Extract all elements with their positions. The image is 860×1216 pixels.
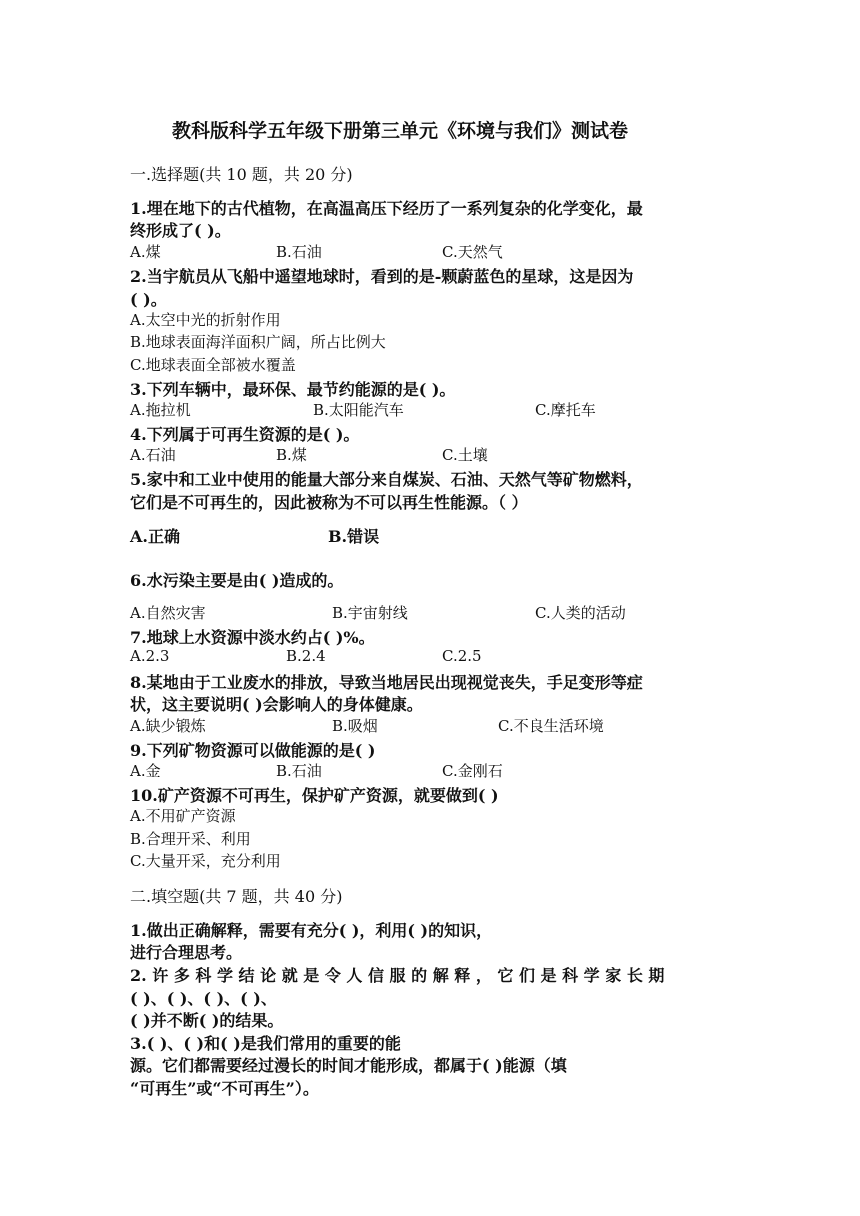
question-6-option-b: B.宇宙射线 bbox=[332, 604, 408, 622]
question-2-option-b: B.地球表面海洋面积广阔，所占比例大 bbox=[130, 333, 386, 351]
question-3-option-a: A.拖拉机 bbox=[130, 401, 191, 419]
fill-question-3-line-1: 3.( )、( )和( )是我们常用的重要的能 bbox=[130, 1034, 401, 1053]
question-2-line-1: 2.当宇航员从飞船中遥望地球时，看到的是-颗蔚蓝色的星球，这是因为 bbox=[130, 267, 634, 286]
question-1-option-c: C.天然气 bbox=[442, 243, 503, 261]
exam-title: 教科版科学五年级下册第三单元《环境与我们》测试卷 bbox=[172, 120, 629, 142]
question-2-option-a: A.太空中光的折射作用 bbox=[130, 311, 281, 329]
question-7-option-a: A.2.3 bbox=[130, 647, 170, 665]
fill-question-1-line-2: 进行合理思考。 bbox=[130, 943, 243, 962]
question-1-line-1: 1.埋在地下的古代植物，在高温高压下经历了一系列复杂的化学变化，最 bbox=[130, 199, 643, 218]
question-9-option-b: B.石油 bbox=[276, 762, 322, 780]
section2-header: 二.填空题(共 7 题，共 40 分) bbox=[130, 887, 343, 906]
question-5-line-2: 它们是不可再生的，因此被称为不可以再生性能源。（ ） bbox=[130, 493, 528, 512]
question-1-line-2: 终形成了( )。 bbox=[130, 221, 231, 240]
question-4-option-c: C.土壤 bbox=[442, 446, 488, 464]
question-5-option-b: B.错误 bbox=[328, 527, 380, 546]
question-7-option-b: B.2.4 bbox=[286, 647, 326, 665]
question-5-line-1: 5.家中和工业中使用的能量大部分来自煤炭、石油、天然气等矿物燃料， bbox=[130, 470, 643, 489]
question-9-line-1: 9.下列矿物资源可以做能源的是( ) bbox=[130, 741, 376, 760]
question-8-option-c: C.不良生活环境 bbox=[498, 717, 604, 735]
question-3-option-b: B.太阳能汽车 bbox=[313, 401, 404, 419]
question-10-option-c: C.大量开采，充分利用 bbox=[130, 852, 281, 870]
fill-question-3-line-3: “可再生”或“不可再生”）。 bbox=[130, 1079, 319, 1098]
question-9-option-a: A.金 bbox=[130, 762, 161, 780]
question-9-option-c: C.金刚石 bbox=[442, 762, 503, 780]
question-6-option-a: A.自然灾害 bbox=[130, 604, 206, 622]
question-8-option-b: B.吸烟 bbox=[332, 717, 378, 735]
section1-header: 一.选择题(共 10 题，共 20 分) bbox=[130, 165, 353, 184]
question-10-line-1: 10.矿产资源不可再生，保护矿产资源，就要做到( ) bbox=[130, 786, 499, 805]
question-6-line-1: 6.水污染主要是由( )造成的。 bbox=[130, 571, 344, 590]
question-8-option-a: A.缺少锻炼 bbox=[130, 717, 206, 735]
fill-question-2-line-3: ( )并不断( )的结果。 bbox=[130, 1011, 284, 1030]
question-1-option-b: B.石油 bbox=[276, 243, 322, 261]
question-6-option-c: C.人类的活动 bbox=[535, 604, 626, 622]
fill-question-2-line-2: ( )、( )、( )、( )、 bbox=[130, 989, 277, 1008]
question-10-option-a: A.不用矿产资源 bbox=[130, 807, 236, 825]
question-4-option-a: A.石油 bbox=[130, 446, 176, 464]
fill-question-2-line-1: 2. 许 多 科 学 结 论 就 是 令 人 信 服 的 解 释 ， 它 们 是 科 学 家 长 期 bbox=[130, 966, 665, 985]
question-8-line-1: 8.某地由于工业废水的排放，导致当地居民出现视觉丧失，手足变形等症 bbox=[130, 673, 643, 692]
question-2-option-c: C.地球表面全部被水覆盖 bbox=[130, 356, 296, 374]
question-3-option-c: C.摩托车 bbox=[535, 401, 596, 419]
question-4-option-b: B.煤 bbox=[276, 446, 307, 464]
question-3-line-1: 3.下列车辆中，最环保、最节约能源的是( )。 bbox=[130, 380, 456, 399]
question-5-option-a: A.正确 bbox=[130, 527, 180, 546]
question-7-option-c: C.2.5 bbox=[442, 647, 482, 665]
question-1-option-a: A.煤 bbox=[130, 243, 161, 261]
fill-question-3-line-2: 源。它们都需要经过漫长的时间才能形成，都属于( )能源（填 bbox=[130, 1056, 567, 1075]
question-8-line-2: 状，这主要说明( )会影响人的身体健康。 bbox=[130, 695, 423, 714]
question-7-line-1: 7.地球上水资源中淡水约占( )%。 bbox=[130, 628, 375, 647]
question-10-option-b: B.合理开采、利用 bbox=[130, 830, 251, 848]
fill-question-1-line-1: 1.做出正确解释，需要有充分( )，利用( )的知识， bbox=[130, 921, 493, 940]
question-2-line-2: ( )。 bbox=[130, 290, 167, 309]
question-4-line-1: 4.下列属于可再生资源的是( )。 bbox=[130, 425, 360, 444]
